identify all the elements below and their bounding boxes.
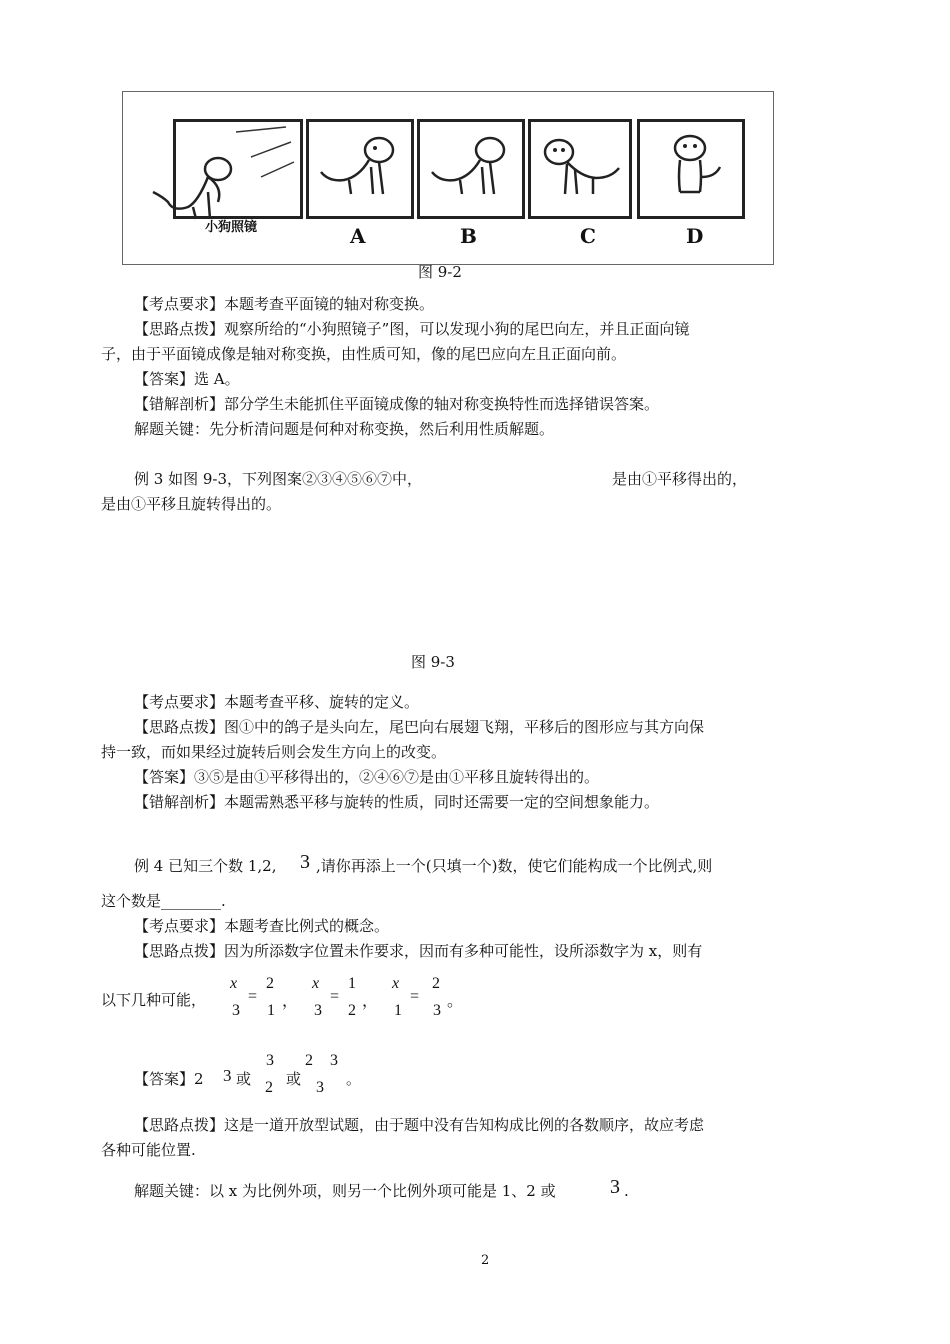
option-a-panel <box>306 119 414 219</box>
ans4-g-den: 3 <box>316 1079 324 1096</box>
page-number: 2 <box>481 1253 490 1268</box>
option-c-label: C <box>580 224 596 248</box>
dog-d-drawing <box>640 122 742 216</box>
frac3-eq: = <box>410 988 420 1005</box>
frac1-num: x <box>230 975 238 992</box>
s3-line3a: 解题关键：以 x 为比例外项，则另一个比例外项可能是 1、2 或 <box>134 1182 556 1200</box>
frac3-rden: 3 <box>433 1002 441 1019</box>
frac1-rnum: 2 <box>266 975 274 992</box>
ex4-line3: 【考点要求】本题考查比例式的概念。 <box>134 917 390 935</box>
option-d-panel <box>637 119 745 219</box>
s2-line1: 【考点要求】本题考查平移、旋转的定义。 <box>134 693 420 711</box>
s1-line3: 子，由于平面镜成像是轴对称变换，由性质可知，像的尾巴应向左且正面向前。 <box>101 345 627 363</box>
ans4-g-num-b: 3 <box>330 1052 338 1069</box>
s2-line2: 【思路点拨】图①中的鸽子是头向左，尾巴向右展翅飞翔，平移后的图形应与其方向保 <box>134 718 705 736</box>
ans4-or1: 或 <box>236 1070 252 1088</box>
frac1-comma: ， <box>282 993 299 1010</box>
ans4-f-num: 3 <box>266 1052 274 1069</box>
ex4-line1a: 例 4 已知三个数 1,2, <box>134 857 277 875</box>
s2-line4: 【答案】③⑤是由①平移得出的，②④⑥⑦是由①平移且旋转得出的。 <box>134 768 600 786</box>
s3-line2: 各种可能位置. <box>101 1141 196 1159</box>
option-d-label: D <box>686 224 704 248</box>
frac2-eq: = <box>330 988 340 1005</box>
ans4-or2: 或 <box>286 1070 302 1088</box>
frac2-den: 3 <box>314 1002 322 1019</box>
ans4-sqrt3: 3 <box>223 1066 232 1085</box>
figure-9-3-caption: 图 9-3 <box>411 653 455 671</box>
ex4-line1c: ,请你再添上一个(只填一个)数，使它们能构成一个比例式,则 <box>316 857 713 875</box>
s3-line3c: . <box>624 1182 629 1200</box>
s1-line6: 解题关键：先分析清问题是何种对称变换，然后利用性质解题。 <box>134 420 555 438</box>
frac3-rnum: 2 <box>432 975 440 992</box>
s1-line2: 【思路点拨】观察所给的“小狗照镜子”图，可以发现小狗的尾巴向左，并且正面向镜 <box>134 320 690 338</box>
ex3-line2: 是由①平移且旋转得出的。 <box>101 495 282 513</box>
option-b-label: B <box>460 224 477 248</box>
s2-line5: 【错解剖析】本题需熟悉平移与旋转的性质，同时还需要一定的空间想象能力。 <box>134 793 660 811</box>
figure-inner-caption: 小狗照镜 <box>205 220 258 235</box>
dog-at-mirror-drawing <box>138 147 248 227</box>
s1-line5: 【错解剖析】部分学生未能抓住平面镜成像的轴对称变换特性而选择错误答案。 <box>134 395 660 413</box>
ans4-g-num-a: 2 <box>305 1052 313 1069</box>
dog-a-drawing <box>309 122 411 216</box>
ex4-line5: 以下几种可能， <box>101 991 207 1009</box>
option-c-panel <box>528 119 632 219</box>
frac1-den: 3 <box>232 1002 240 1019</box>
frac3-num: x <box>392 975 400 992</box>
ex4-line4: 【思路点拨】因为所添数字位置未作要求，因而有多种可能性，设所添数字为 x，则有 <box>134 942 703 960</box>
dog-c-drawing <box>531 122 629 216</box>
frac2-rnum: 1 <box>348 975 356 992</box>
ex4-line2: 这个数是________. <box>101 892 226 910</box>
option-b-panel <box>417 119 525 219</box>
frac1-eq: = <box>248 988 258 1005</box>
ans4-end: 。 <box>346 1070 362 1088</box>
dog-b-drawing <box>420 122 522 216</box>
frac2-rden: 2 <box>348 1002 356 1019</box>
ex3-line1a: 例 3 如图 9-3，下列图案②③④⑤⑥⑦中， <box>134 470 423 488</box>
s3-line1: 【思路点拨】这是一道开放型试题，由于题中没有告知构成比例的各数顺序，故应考虑 <box>134 1116 705 1134</box>
s2-line3: 持一致，而如果经过旋转后则会发生方向上的改变。 <box>101 743 447 761</box>
ex4-sqrt3: 3 <box>300 851 310 873</box>
option-a-label: A <box>350 224 366 248</box>
s3-sqrt3: 3 <box>610 1176 620 1198</box>
ans4-prefix: 【答案】2 <box>134 1070 204 1088</box>
frac3-den: 1 <box>394 1002 402 1019</box>
ex3-line1b: 是由①平移得出的， <box>612 470 748 488</box>
s1-line1: 【考点要求】本题考查平面镜的轴对称变换。 <box>134 295 435 313</box>
frac2-num: x <box>312 975 320 992</box>
figure-9-2-caption: 图 9-2 <box>418 263 462 281</box>
figure-9-2 <box>122 91 774 265</box>
frac1-rden: 1 <box>267 1002 275 1019</box>
frac2-comma: ， <box>362 993 379 1010</box>
frac3-period: 。 <box>447 993 464 1010</box>
s1-line4: 【答案】选 A。 <box>134 370 240 388</box>
ans4-f-den: 2 <box>265 1079 273 1096</box>
